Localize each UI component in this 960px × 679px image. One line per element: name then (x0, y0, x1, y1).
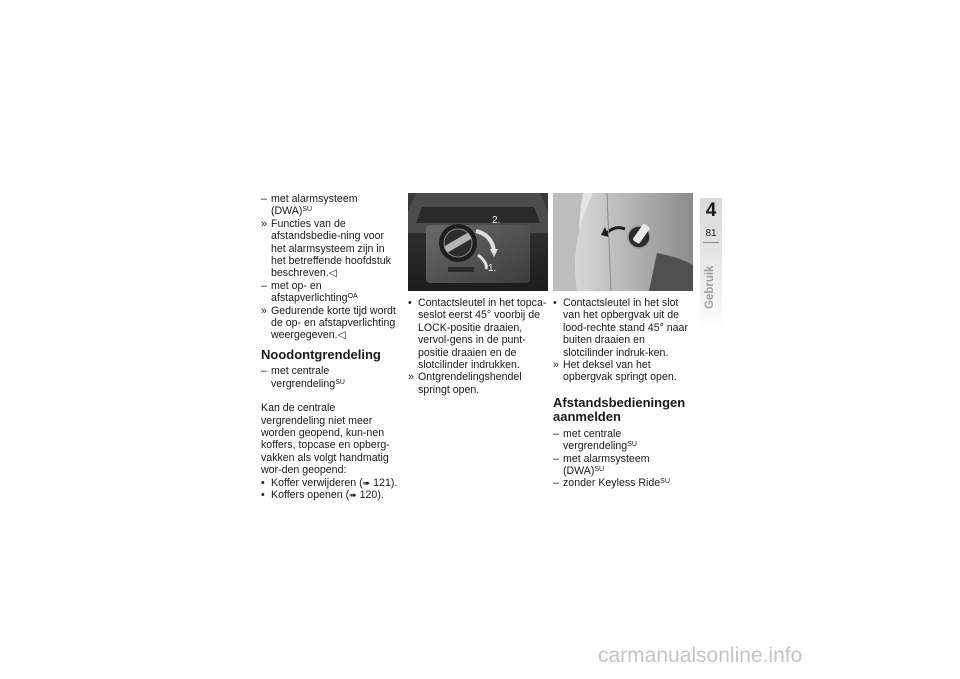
equipment-text: met op- en afstapverlichting (271, 279, 348, 305)
column-middle (408, 193, 548, 396)
equipment-text: met alarmsysteem (DWA) (271, 193, 358, 218)
photo-label-1: 1. (488, 263, 497, 274)
dash-marker: – (261, 279, 267, 292)
column-right (553, 193, 693, 490)
equipment-line (261, 280, 401, 305)
equipment-text: met centrale vergrendeling (271, 365, 336, 390)
dash-marker: – (261, 193, 267, 205)
bullet-marker: • (261, 489, 265, 502)
list-item (408, 297, 548, 371)
result-line (261, 218, 401, 280)
section-heading: Noodontgrendeling (261, 346, 381, 362)
dash-marker: – (553, 477, 559, 490)
dash-marker: – (553, 427, 559, 440)
page-ref-link[interactable]: 120). (359, 489, 384, 502)
page-ref-link[interactable]: 121). (373, 476, 398, 489)
paragraph: Kan de centrale vergrendeling niet meer worden geopend, kun-nen koffers, topcase en opberg-vakken als volgt handmatig wor-den geopend: (261, 402, 390, 477)
dash-marker: – (553, 452, 559, 465)
result-text: Het deksel van het opbergvak springt open. (563, 359, 677, 384)
equipment-text: zonder Keyless Ride (563, 477, 661, 490)
page-ref-arrow-icon: ➠ (362, 477, 371, 488)
result-marker: » (408, 371, 414, 384)
equipment-text: met alarmsysteem (DWA) (563, 452, 650, 478)
dash-marker: – (261, 365, 267, 378)
result-marker: » (553, 359, 559, 372)
equipment-code: SU (660, 478, 670, 486)
list-item (261, 489, 401, 501)
equipment-text: met centrale vergrendeling (563, 427, 628, 453)
result-text: Ontgrendelingshendel springt open. (418, 371, 522, 396)
equipment-code: OA (347, 293, 358, 301)
result-line (261, 305, 401, 342)
list-item-text: Contactsleutel in het slot van het opbergvak uit de lood-rechte stand 45° naar buiten draaien en slotcilinder indruk-ken. (563, 297, 688, 359)
equipment-line (261, 365, 401, 390)
photo-label-2: 2. (492, 215, 501, 226)
list-item-text: Contactsleutel in het topca-seslot eerst 45° voorbij de LOCK-positie draaien, vervol-gens in de punt-positie draaien en de slotcilinder indrukken. (418, 297, 547, 372)
equipment-line (553, 428, 693, 453)
topcase-lock-photo (408, 193, 548, 291)
tab-divider (703, 242, 719, 243)
storage-lock-photo (553, 193, 693, 291)
result-line (553, 359, 693, 384)
list-item-text: Koffer verwijderen ( (271, 476, 363, 489)
equipment-line (261, 193, 401, 218)
result-marker: » (261, 304, 267, 317)
topcase-lock-image (408, 193, 548, 291)
bullet-marker: • (553, 297, 557, 309)
equipment-code: SU (627, 441, 637, 449)
column-left (261, 193, 401, 501)
list-item (553, 297, 693, 359)
section-name: Gebruik (704, 265, 716, 309)
result-marker: » (261, 217, 267, 230)
section-heading: Afstandsbedieningen aanmelden (553, 394, 686, 425)
equipment-line (553, 453, 693, 478)
result-text: Functies van de afstandsbedie-ning voor het alarmsysteem zijn in het betreffende hoofdstuk beschreven. (271, 217, 391, 280)
bullet-marker: • (408, 297, 412, 309)
equipment-line (553, 477, 693, 489)
end-mark: ◁ (328, 267, 337, 280)
list-item (261, 477, 401, 489)
list-item-text: Koffers openen ( (271, 489, 350, 502)
result-text: Gedurende korte tijd wordt de op- en afstapverlichting weergegeven. (271, 304, 396, 342)
equipment-code: SU (302, 206, 313, 214)
equipment-code: SU (594, 466, 605, 474)
end-mark: ◁ (337, 329, 346, 342)
page-ref-arrow-icon: ➠ (349, 490, 357, 501)
chapter-number: 4 (705, 200, 717, 221)
storage-lock-image (553, 193, 693, 291)
result-line (408, 371, 548, 396)
page-number: 81 (705, 228, 717, 239)
chapter-tab (700, 198, 722, 329)
bullet-marker: • (261, 476, 265, 489)
equipment-code: SU (335, 378, 345, 386)
watermark: carmanualsonline.info (598, 644, 803, 667)
